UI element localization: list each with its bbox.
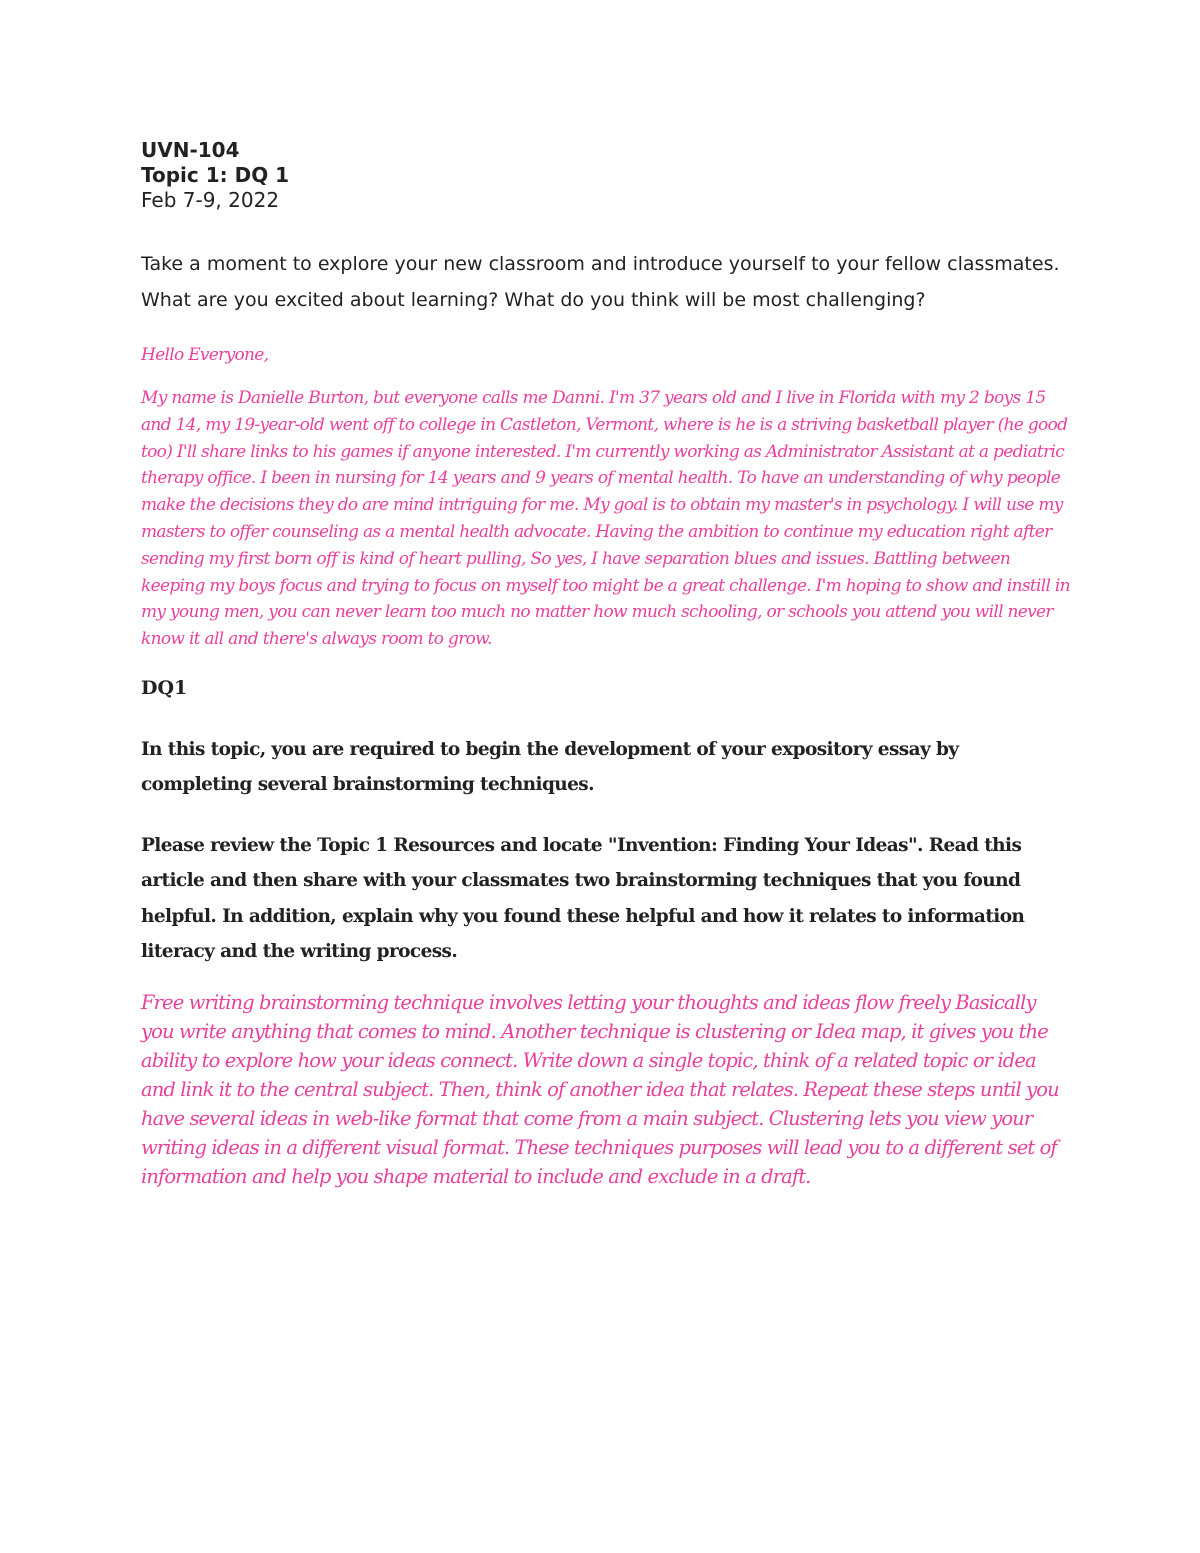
date-range: Feb 7-9, 2022 (141, 188, 280, 212)
discussion-prompt: Take a moment to explore your new classroom and introduce yourself to your fellow classmates. What are you excited about learning? What do you think will be most challenging? (141, 253, 1060, 311)
dq-answer: Free writing brainstorming technique involves letting your thoughts and ideas flow freely Basically you write anything that comes to mind. Another technique is clustering or Idea map, it gives you the ability to explore how your ideas connect. Write down a single topic, think of a related topic or idea and link it to the central subject. Then, think of another idea that relates. Repeat these steps until you have several ideas in web-like format that come from a main subject. Clustering lets you view your writing ideas in a different visual format. These techniques purposes will lead you to a different set of information and help you shape material to include and exclude in a draft. (141, 990, 1059, 1188)
dq-instructions-1: In this topic, you are required to begin the development of your expository essay by completing several brainstorming techniques. (141, 738, 959, 796)
intro-body: My name is Danielle Burton, but everyone calls me Danni. I'm 37 years old and I live in Florida with my 2 boys 15 and 14, my 19-year-old went off to college in Castleton, Vermont, where is he is a striving basketball player (he good too) I'll share links to his games if anyone interested. I'm currently working as Administrator Assistant at a pediatric therapy office. I been in nursing for 14 years and 9 years of mental health. To have an understanding of why people make the decisions they do are mind intriguing for me. My goal is to obtain my master's in psychology. I will use my masters to offer counseling as a mental health advocate. Having the ambition to continue my education right after sending my first born off is kind of heart pulling, So yes, I have separation blues and issues. Battling between keeping my boys focus and trying to focus on myself too might be a great challenge. I'm hoping to show and instill in my young men, you can never learn too much no matter how much schooling, or schools you attend you will never know it all and there's always room to grow. (141, 388, 1070, 650)
dq-instructions-2: Please review the Topic 1 Resources and locate "Invention: Finding Your Ideas". Read this article and then share with your classmates two brainstorming techniques that you found helpful. In addition, explain why you found these helpful and how it relates to information literacy and the writing process. (141, 834, 1025, 963)
intro-greeting: Hello Everyone, (141, 345, 269, 365)
document-page (141, 138, 1071, 1191)
topic-title: Topic 1: DQ 1 (141, 163, 290, 187)
dq-heading: DQ1 (141, 676, 188, 699)
course-code: UVN-104 (141, 138, 240, 162)
